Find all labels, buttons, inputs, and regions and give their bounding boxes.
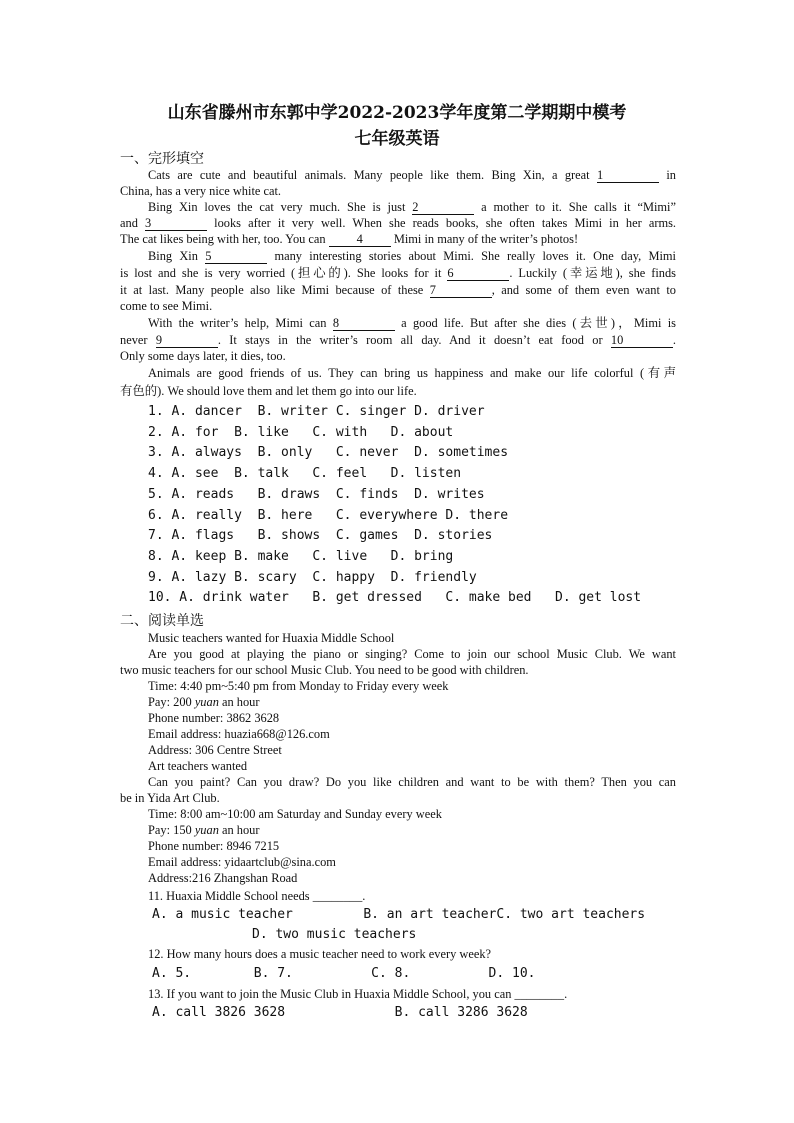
ad1-time: Time: 4:40 pm~5:40 pm from Monday to Friday every week [148,679,449,693]
cloze-line [120,348,676,365]
cloze-option-row: 8. A. keep B. make C. live D. bring [148,548,454,564]
cloze-text: a mother to it. She calls it “Mimi” [474,200,676,214]
cloze-text: come to see Mimi. [120,299,213,313]
ad2-phone: Phone number: 8946 7215 [148,839,280,853]
cloze-text: a good life. But after she dies (去世)，Mimi is [394,316,676,330]
question-11: 11. Huaxia Middle School needs ________. [148,889,366,903]
ad2-time: Time: 8:00 am~10:00 am Saturday and Sunday every week [148,807,442,821]
cloze-text: Animals are good friends of us. They can bring us happiness and make our life colorful (有声 [148,366,676,380]
ad1-email: Email address: huazia668@126.com [148,727,330,741]
cloze-line [120,383,676,400]
cloze-text: is lost and she is very worried (担心的). She looks for it [120,266,448,280]
cloze-text: China, has a very nice white cat. [120,184,282,198]
cloze-text: Bing Xin loves the cat very much. She is just [148,200,413,214]
cloze-text: never [120,333,156,347]
ad1-pay-unit: yuan [194,695,219,709]
cloze-blank-4: 4 [329,233,391,247]
ad1-title: Music teachers wanted for Huaxia Middle School [148,631,395,645]
ad2-email: Email address: yidaartclub@sina.com [148,855,336,869]
cloze-blank-1: 1 [597,169,659,183]
cloze-line [148,315,676,332]
ad2-pay-suffix: an hour [218,823,260,837]
exam-subtitle: 七年级英语 [354,129,440,149]
question-12: 12. How many hours does a music teacher need to work every week? [148,947,492,961]
cloze-blank-5: 5 [205,250,267,264]
ad2-body-line2: be in Yida Art Club. [120,791,220,805]
question-13-options: A. call 3826 3628 B. call 3286 3628 [152,1005,528,1020]
cloze-line [120,231,676,248]
question-13: 13. If you want to join the Music Club in Huaxia Middle School, you can ________. [148,987,568,1001]
cloze-option-row: 7. A. flags B. shows C. games D. stories [148,528,493,544]
ad2-pay [148,822,676,839]
cloze-line [148,248,676,265]
section-heading-reading: 二、阅读单选 [120,613,204,629]
ad1-pay-suffix: an hour [218,695,260,709]
cloze-text: . Luckily (幸运地), she finds [509,266,676,280]
cloze-text: The cat likes being with her, too. You can [120,232,329,246]
question-11-options-line1: A. a music teacher B. an art teacherC. two art teachers [152,907,646,922]
cloze-text: , and some of them even want to [491,283,676,297]
cloze-line [148,365,676,382]
cloze-text: 有色的). We should love them and let them go into our life. [120,384,417,398]
cloze-option-row: 2. A. for B. like C. with D. about [148,424,454,440]
cloze-text: With the writer’s help, Mimi can [148,316,333,330]
cloze-text: . It stays in the writer’s room all day. And it doesn’t eat food or [217,333,611,347]
cloze-text: and [120,216,146,230]
cloze-option-row: 1. A. dancer B. writer C. singer D. driver [148,404,485,419]
ad1-pay-label: Pay: 200 [148,695,195,709]
cloze-line [120,183,676,200]
ad1-body-line1: Are you good at playing the piano or singing? Come to join our school Music Club. We want [148,647,676,661]
cloze-option-row: 4. A. see B. talk C. feel D. listen [148,466,462,482]
ad2-pay-unit: yuan [194,823,219,837]
cloze-option-row: 10. A. drink water B. get dressed C. make bed D. get lost [148,590,642,606]
cloze-text: Bing Xin [148,249,206,263]
cloze-blank-7: 7 [430,284,492,298]
ad1-body-line2: two music teachers for our school Music Club. You need to be good with children. [120,663,529,677]
section-heading-cloze: 一、完形填空 [120,151,204,167]
exam-title: 山东省滕州市东郭中学2022-2023学年度第二学期期中模考 [167,103,627,123]
question-11-options-line2: D. two music teachers [252,927,417,942]
cloze-option-row: 6. A. really B. here C. everywhere D. there [148,507,509,523]
cloze-text: it at last. Many people also like Mimi because of these [120,283,430,297]
cloze-blank-2: 2 [412,201,474,215]
cloze-line [120,332,676,349]
cloze-line [120,215,676,232]
ad2-pay-label: Pay: 150 [148,823,195,837]
ad2-body-line1: Can you paint? Can you draw? Do you like children and want to be with them? Then you can [148,775,676,789]
cloze-line [120,265,676,282]
cloze-option-row: 3. A. always B. only C. never D. sometimes [148,445,509,461]
cloze-text: many interesting stories about Mimi. She really loves it. One day, Mimi [267,249,676,263]
cloze-line [148,199,676,216]
cloze-blank-8: 8 [333,317,395,331]
cloze-text: Cats are cute and beautiful animals. Many people like them. Bing Xin, a great [148,168,597,182]
question-12-options: A. 5. B. 7. C. 8. D. 10. [152,966,536,981]
cloze-option-row: 9. A. lazy B. scary C. happy D. friendly [148,569,477,585]
ad1-phone: Phone number: 3862 3628 [148,711,280,725]
cloze-blank-9: 9 [156,334,218,348]
cloze-blank-3: 3 [145,217,207,231]
cloze-blank-10: 10 [611,334,673,348]
ad2-address: Address:216 Zhangshan Road [148,871,298,885]
ad2-title: Art teachers wanted [148,759,248,773]
cloze-blank-6: 6 [447,267,509,281]
cloze-line [148,167,676,184]
cloze-text: . [672,333,676,347]
cloze-line [120,282,676,299]
cloze-line [120,298,676,315]
cloze-text: looks after it very well. When she reads books, she often takes Mimi in her arms. [207,216,676,230]
cloze-text: in [658,168,676,182]
cloze-text: Mimi in many of the writer’s photos! [390,232,579,246]
ad1-address: Address: 306 Centre Street [148,743,282,757]
cloze-option-row: 5. A. reads B. draws C. finds D. writes [148,486,485,502]
cloze-text: Only some days later, it dies, too. [120,349,286,363]
ad1-pay [148,694,676,711]
